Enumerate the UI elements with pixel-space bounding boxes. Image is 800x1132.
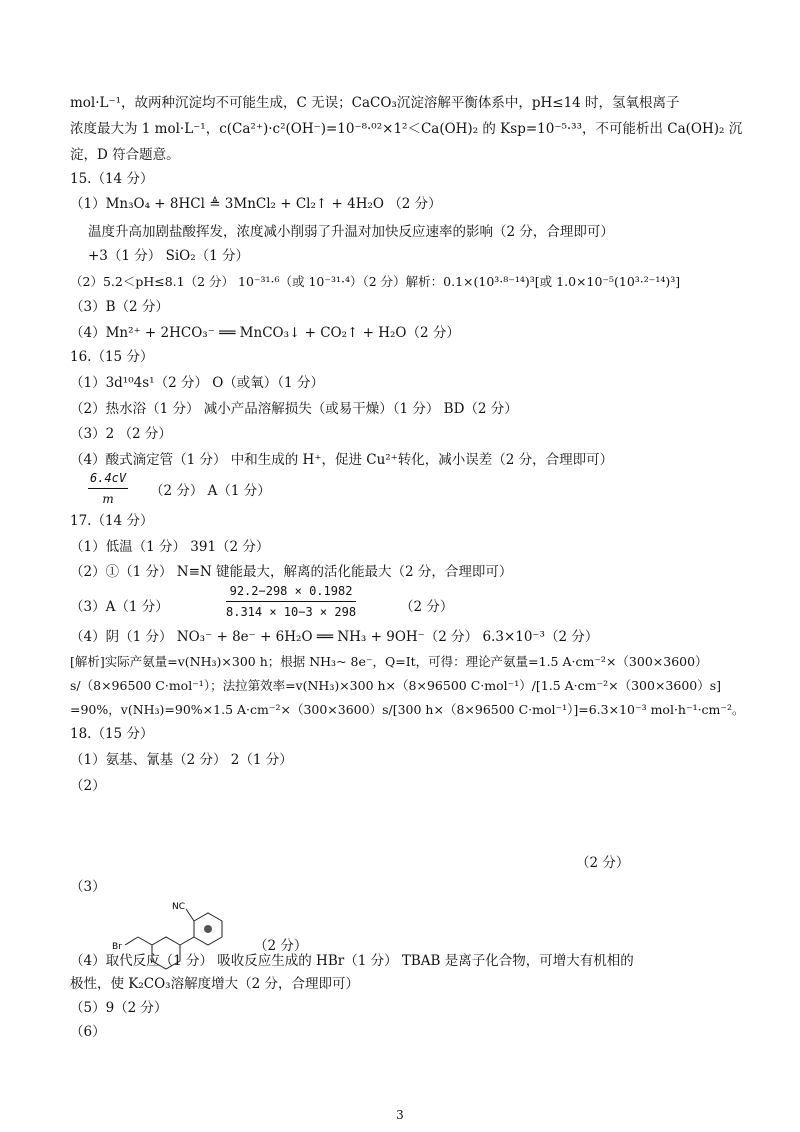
text-line: （2）5.2＜pH≤8.1（2 分） 10⁻³¹·⁶（或 10⁻³¹·⁴）（2 分）解析：0.1×(10³·⁸⁻¹⁴)³[或 1.0×10⁻⁵(10³·²⁻¹⁴)³] (70, 274, 681, 289)
fraction-numerator: 6.4cV (90, 471, 127, 485)
text-line: （2） (70, 778, 106, 794)
text-line: （2）热水浴（1 分） 减小产品溶解损失（或易干燥）（1 分） BD（2 分） (70, 401, 518, 417)
text-line: 浓度最大为 1 mol·L⁻¹，c(Ca²⁺)·c²(OH⁻)=10⁻⁸·⁰²×1²＜Ca(OH)₂ 的 Ksp=10⁻⁵·³³，不可能析出 Ca(OH)₂ 沉 (70, 121, 743, 137)
text-line: （4）Mn²⁺ + 2HCO₃⁻ ══ MnCO₃↓ + CO₂↑ + H₂O（2 分） (70, 325, 460, 341)
bond (186, 909, 194, 921)
fraction-bar (88, 488, 128, 489)
text-line: （2 分） A（1 分） (150, 483, 271, 499)
text-line: mol·L⁻¹，故两种沉淀均不可能生成，C 无误；CaCO₃沉淀溶解平衡体系中，pH≤14 时，氢氧根离子 (70, 95, 680, 111)
page-number: 3 (396, 1108, 404, 1122)
text-line: （3）A（1 分） (70, 599, 169, 615)
text-line: （1）氨基、氰基（2 分） 2（1 分） (70, 752, 293, 768)
text-line: （1）Mn₃O₄ + 8HCl ≜ 3MnCl₂ + Cl₂↑ + 4H₂O （2 分） (70, 196, 442, 212)
text-line: （1）低温（1 分） 391（2 分） (70, 539, 270, 555)
text-line: （4）酸式滴定管（1 分） 中和生成的 H⁺，促进 Cu²⁺转化，减小误差（2 分，合理即可） (70, 452, 614, 468)
section-heading-18: 18.（15 分） (70, 726, 154, 742)
section-heading-16: 16.（15 分） (70, 349, 154, 365)
fraction-numerator: 92.2−298 × 0.1982 (229, 584, 353, 598)
text-line: s/（8×96500 C·mol⁻¹）；法拉第效率=v(NH₃)×300 h×（8×96500 C·mol⁻¹）/[1.5 A·cm⁻²×（300×3600）s] (70, 678, 722, 693)
text-line: （6） (70, 1024, 106, 1040)
text-line: （2 分） (576, 855, 630, 871)
fraction-bar (226, 601, 356, 602)
text-line: [解析]实际产氨量=v(NH₃)×300 h；根据 NH₃~ 8e⁻，Q=It，可得：理论产氨量=1.5 A·cm⁻²×（300×3600） (70, 654, 708, 669)
text-line: （3） (70, 879, 106, 895)
text-line: 淀，D 符合题意。 (70, 147, 180, 163)
text-line: =90%，v(NH₃)=90%×1.5 A·cm⁻²×（300×3600）s/[300 h×（8×96500 C·mol⁻¹）]=6.3×10⁻³ mol·h⁻¹·cm⁻²。 (70, 702, 745, 717)
text-line: （5）9（2 分） (70, 1000, 168, 1016)
section-heading-17: 17.（14 分） (70, 513, 154, 529)
text-line: +3（1 分） SiO₂（1 分） (88, 248, 249, 264)
text-line: （3）B（2 分） (70, 299, 169, 315)
text-line: （2 分） (254, 938, 308, 954)
text-line: 温度升高加剧盐酸挥发，浓度减小削弱了升温对加快反应速率的影响（2 分，合理即可） (88, 224, 614, 240)
bond (125, 937, 138, 945)
ring-marker (204, 925, 212, 933)
fraction-denominator: 8.314 × 10−3 × 298 (226, 605, 357, 619)
fraction-17 (226, 583, 356, 620)
bond (138, 937, 152, 945)
bond (180, 937, 194, 945)
text-line: （3）2 （2 分） (70, 426, 172, 442)
bromo-label: Br (112, 942, 122, 952)
text-line: （2）①（1 分） N≡N 键能最大，解离的活化能最大（2 分，合理即可） (70, 564, 513, 580)
text-line: 极性，使 K₂CO₃溶解度增大（2 分，合理即可） (70, 976, 359, 992)
section-heading-15: 15.（14 分） (70, 171, 154, 187)
fraction-denominator: m (102, 492, 114, 506)
text-line: （1）3d¹⁰4s¹（2 分） O（或氧）（1 分） (70, 375, 324, 391)
fraction-16 (88, 470, 128, 507)
text-line: （4）取代反应（1 分） 吸收反应生成的 HBr（1 分） TBAB 是离子化合物，可增大有机相的 (70, 953, 634, 969)
text-line: （4）阴（1 分） NO₃⁻ + 8e⁻ + 6H₂O ══ NH₃ + 9OH⁻（2 分） 6.3×10⁻³（2 分） (70, 629, 599, 645)
text-line: （2 分） (400, 599, 454, 615)
cyano-label: NC (172, 902, 186, 912)
